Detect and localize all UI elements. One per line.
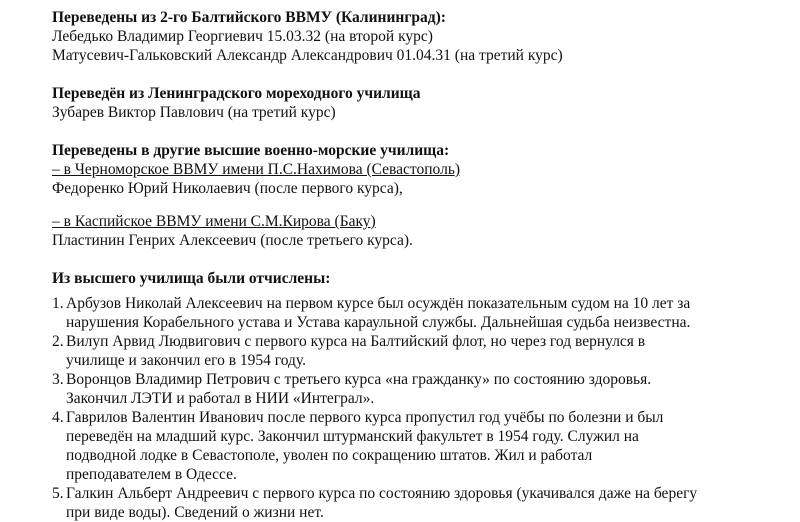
- list-item-text: подводной лодке в Севастополе, уволен по сокращению штатов. Жил и работал: [66, 447, 593, 464]
- person-line: Зубарев Виктор Павлович (на третий курс): [52, 104, 336, 121]
- section-heading-expelled: Из высшего училища были отчислены:: [52, 270, 331, 287]
- list-item-text: переведён на младший курс. Закончил штурманский факультет в 1954 году. Служил на: [66, 428, 639, 445]
- document-page: [52, 8, 758, 522]
- list-item-text: Гаврилов Валентин Иванович после первого курса пропустил год учёбы по болезни и был: [66, 409, 664, 426]
- list-item-number: 4.: [52, 409, 64, 426]
- list-item-number: 1.: [52, 295, 64, 312]
- list-item-text: при виде воды). Сведений о жизни нет.: [66, 504, 324, 521]
- person-line: Пластинин Генрих Алексеевич (после третьего курса).: [52, 232, 413, 249]
- list-item-text: преподавателем в Одессе.: [66, 466, 237, 483]
- section-heading-transferred-from-baltic: Переведены из 2-го Балтийского ВВМУ (Калининград):: [52, 9, 446, 26]
- list-item-text: училище и закончил его в 1954 году.: [66, 352, 307, 369]
- list-item-number: 3.: [52, 371, 64, 388]
- person-line: Матусевич-Гальковский Александр Александрович 01.04.31 (на третий курс): [52, 47, 563, 64]
- school-name-caspian: – в Каспийское ВВМУ имени С.М.Кирова (Баку): [52, 213, 376, 230]
- list-item: [52, 370, 758, 408]
- list-item-text: Воронцов Владимир Петрович с третьего курса «на гражданку» по состоянию здоровья.: [66, 371, 652, 388]
- list-item: [52, 484, 758, 522]
- person-line: Лебедько Владимир Георгиевич 15.03.32 (на второй курс): [52, 28, 433, 45]
- section-heading-transferred-to-other-schools: Переведены в другие высшие военно-морские училища:: [52, 142, 450, 159]
- expelled-list: [52, 294, 758, 522]
- list-item-number: 5.: [52, 485, 64, 502]
- section-heading-transferred-from-maritime-school: Переведён из Ленинградского мореходного училища: [52, 85, 421, 102]
- school-name-black-sea: – в Черноморское ВВМУ имени П.С.Нахимова (Севастополь): [52, 161, 461, 178]
- list-item: [52, 294, 758, 332]
- list-item: [52, 332, 758, 370]
- list-item-text: Галкин Альберт Андреевич с первого курса по состоянию здоровья (укачивался даже на берегу: [66, 485, 698, 502]
- list-item-text: нарушения Корабельного устава и Устава караульной службы. Дальнейшая судьба неизвестна.: [66, 314, 691, 331]
- list-item: [52, 408, 758, 484]
- list-item-text: Закончил ЛЭТИ и работал в НИИ «Интеграл».: [66, 390, 375, 407]
- list-item-text: Вилуп Арвид Людвигович с первого курса на Балтийский флот, но через год вернулся в: [66, 333, 646, 350]
- person-line: Федоренко Юрий Николаевич (после первого курса),: [52, 180, 403, 197]
- list-item-text: Арбузов Николай Алексеевич на первом курсе был осуждён показательным судом на 10 лет за: [66, 295, 691, 312]
- list-item-number: 2.: [52, 333, 64, 350]
